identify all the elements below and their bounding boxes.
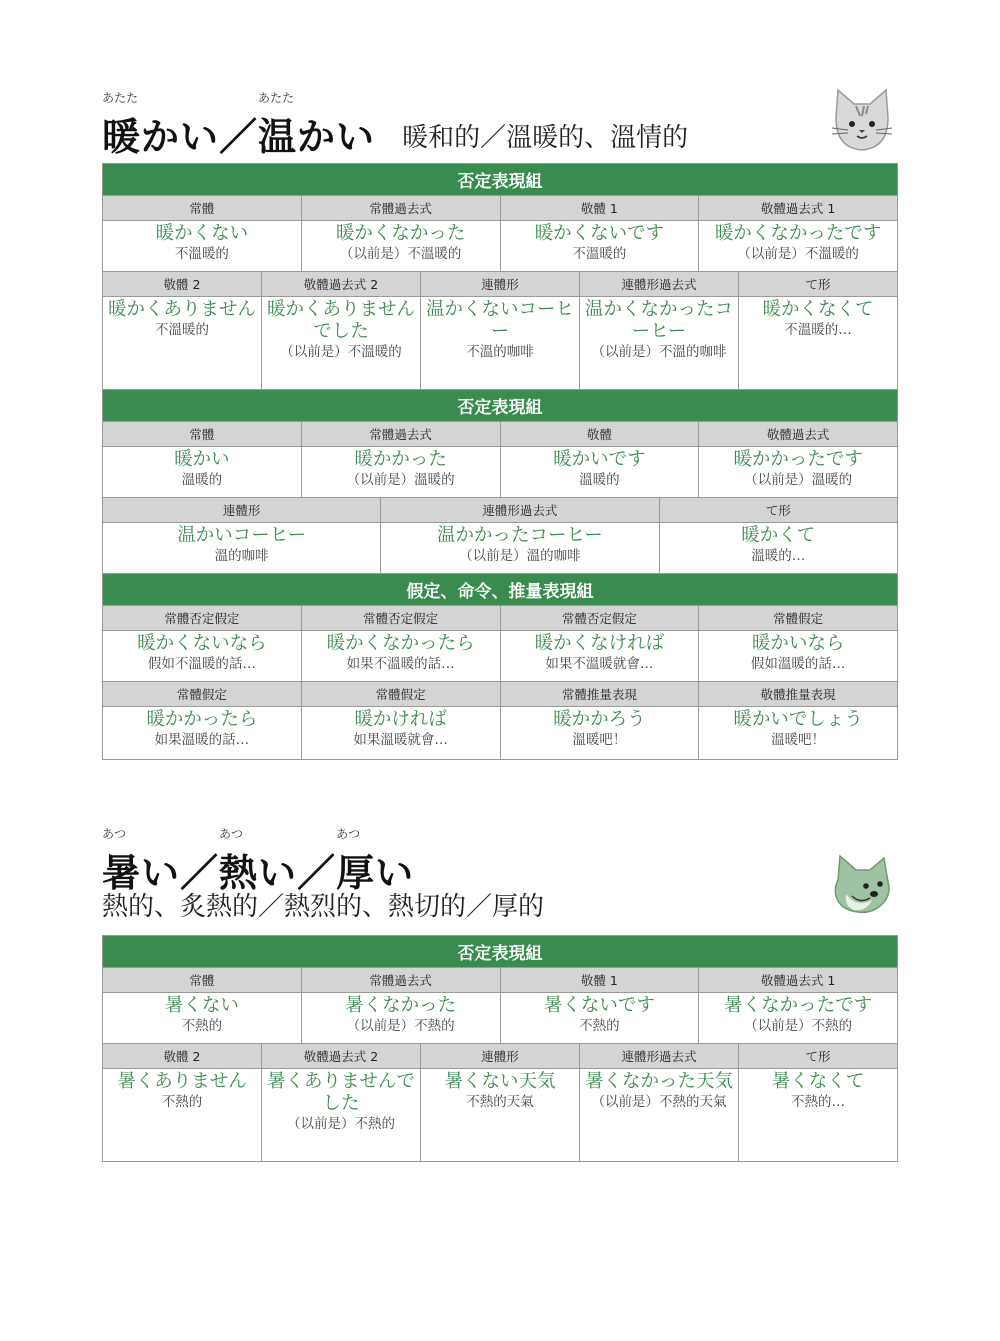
conj-cell: 暖かければ 如果溫暖就會… — [301, 707, 500, 760]
conj-cell: 暖かい 溫暖的 — [103, 447, 302, 498]
negative-table — [102, 935, 898, 1162]
conj-cell: 暖かくなければ 如果不溫暖就會… — [500, 631, 699, 682]
conj-cell: 暖かくて 溫暖的… — [659, 523, 898, 574]
headword-3: あつ 厚い — [336, 827, 415, 895]
col-header: 連體形過去式 — [580, 1044, 739, 1069]
col-header: 常體否定假定 — [103, 606, 302, 631]
col-header: 敬體 1 — [500, 968, 699, 993]
col-header: 常體否定假定 — [301, 606, 500, 631]
col-header: 敬體過去式 1 — [699, 196, 898, 221]
headword-2: あたた 温かい — [258, 91, 376, 159]
col-header: 敬體 2 — [103, 1044, 262, 1069]
col-header: 敬體 2 — [103, 272, 262, 297]
col-header: 連體形 — [421, 1044, 580, 1069]
conj-cell: 暑くない天気 不熱的天氣 — [421, 1069, 580, 1162]
conj-cell: 暑くありませんでした （以前是）不熱的 — [262, 1069, 421, 1162]
col-header: 敬體 1 — [500, 196, 699, 221]
conj-cell: 温かかったコーヒー （以前是）溫的咖啡 — [381, 523, 659, 574]
conj-cell: 暑くないです 不熱的 — [500, 993, 699, 1044]
conj-cell: 温かくないコーヒー 不溫的咖啡 — [421, 297, 580, 390]
conj-cell: 暖かいです 溫暖的 — [500, 447, 699, 498]
col-header: 敬體推量表現 — [699, 682, 898, 707]
conj-cell: 暑くなかったです （以前是）不熱的 — [699, 993, 898, 1044]
band-negative: 否定表現組 — [103, 936, 898, 968]
col-header: て形 — [739, 272, 898, 297]
conj-cell: 暑くありません 不熱的 — [103, 1069, 262, 1162]
section1-title — [102, 91, 689, 161]
separator: ／ — [180, 851, 220, 895]
furigana: あたた — [258, 91, 295, 105]
col-header: 常體過去式 — [301, 196, 500, 221]
band-positive: 否定表現組 — [103, 390, 898, 422]
conj-cell: 暖かくないなら 假如不溫暖的話… — [103, 631, 302, 682]
conj-cell: 暖かくありません 不溫暖的 — [103, 297, 262, 390]
col-header: て形 — [659, 498, 898, 523]
conj-cell: 暖かくなかったです （以前是）不溫暖的 — [699, 221, 898, 272]
band-negative: 否定表現組 — [103, 164, 898, 196]
col-header: 敬體過去式 — [699, 422, 898, 447]
col-header: 連體形過去式 — [580, 272, 739, 297]
headword-1: あつ 暑い — [102, 827, 181, 895]
conj-cell: 温かいコーヒー 溫的咖啡 — [103, 523, 381, 574]
band-hypothetical: 假定、命令、推量表現組 — [103, 574, 898, 606]
col-header: 敬體過去式 1 — [699, 968, 898, 993]
col-header: 常體 — [103, 196, 302, 221]
conj-cell: 暖かかったら 如果溫暖的話… — [103, 707, 302, 760]
headword-2: あつ 熱い — [219, 827, 298, 895]
separator: ／ — [297, 851, 337, 895]
conj-cell: 暖かいなら 假如溫暖的話… — [699, 631, 898, 682]
conj-cell: 暑くなくて 不熱的… — [739, 1069, 898, 1162]
furigana: あたた — [102, 91, 139, 105]
col-header: 常體過去式 — [301, 968, 500, 993]
negative-table — [102, 163, 898, 760]
section2-conjugation-table — [102, 935, 898, 1162]
conj-cell: 暖かくない 不溫暖的 — [103, 221, 302, 272]
furigana: あつ — [336, 827, 361, 841]
col-header: 敬體過去式 2 — [262, 1044, 421, 1069]
conj-cell: 温かくなかったコーヒー （以前是）不溫的咖啡 — [580, 297, 739, 390]
conj-cell: 暖かいでしょう 溫暖吧！ — [699, 707, 898, 760]
furigana: あつ — [102, 827, 127, 841]
col-header: 常體假定 — [103, 682, 302, 707]
col-header: 連體形 — [421, 272, 580, 297]
conj-cell: 暖かくないです 不溫暖的 — [500, 221, 699, 272]
col-header: 常體過去式 — [301, 422, 500, 447]
conj-cell: 暖かくありませんでした （以前是）不溫暖的 — [262, 297, 421, 390]
col-header: 連體形 — [103, 498, 381, 523]
section1-conjugation-table — [102, 163, 898, 760]
separator: ／ — [219, 115, 259, 159]
col-header: 敬體過去式 2 — [262, 272, 421, 297]
col-header: 常體假定 — [301, 682, 500, 707]
conj-cell: 暑くない 不熱的 — [103, 993, 302, 1044]
dog-face-icon — [826, 852, 898, 918]
conj-cell: 暖かくなかった （以前是）不溫暖的 — [301, 221, 500, 272]
conj-cell: 暖かくなかったら 如果不溫暖的話… — [301, 631, 500, 682]
cat-face-icon — [826, 84, 898, 156]
conj-cell: 暖かくなくて 不溫暖的… — [739, 297, 898, 390]
conj-cell: 暖かかった （以前是）溫暖的 — [301, 447, 500, 498]
col-header: て形 — [739, 1044, 898, 1069]
conj-cell: 暖かかったです （以前是）溫暖的 — [699, 447, 898, 498]
conj-cell: 暖かかろう 溫暖吧！ — [500, 707, 699, 760]
conj-cell: 暑くなかった天気 （以前是）不熱的天氣 — [580, 1069, 739, 1162]
meaning: 暖和的／溫暖的、溫情的 — [402, 123, 689, 153]
headword-1: あたた 暖かい — [102, 91, 220, 159]
col-header: 常體否定假定 — [500, 606, 699, 631]
conj-cell: 暑くなかった （以前是）不熱的 — [301, 993, 500, 1044]
col-header: 連體形過去式 — [381, 498, 659, 523]
col-header: 敬體 — [500, 422, 699, 447]
meaning: 熱的、炙熱的／熱烈的、熱切的／厚的 — [102, 892, 545, 922]
furigana: あつ — [219, 827, 244, 841]
col-header: 常體 — [103, 422, 302, 447]
col-header: 常體假定 — [699, 606, 898, 631]
col-header: 常體推量表現 — [500, 682, 699, 707]
col-header: 常體 — [103, 968, 302, 993]
